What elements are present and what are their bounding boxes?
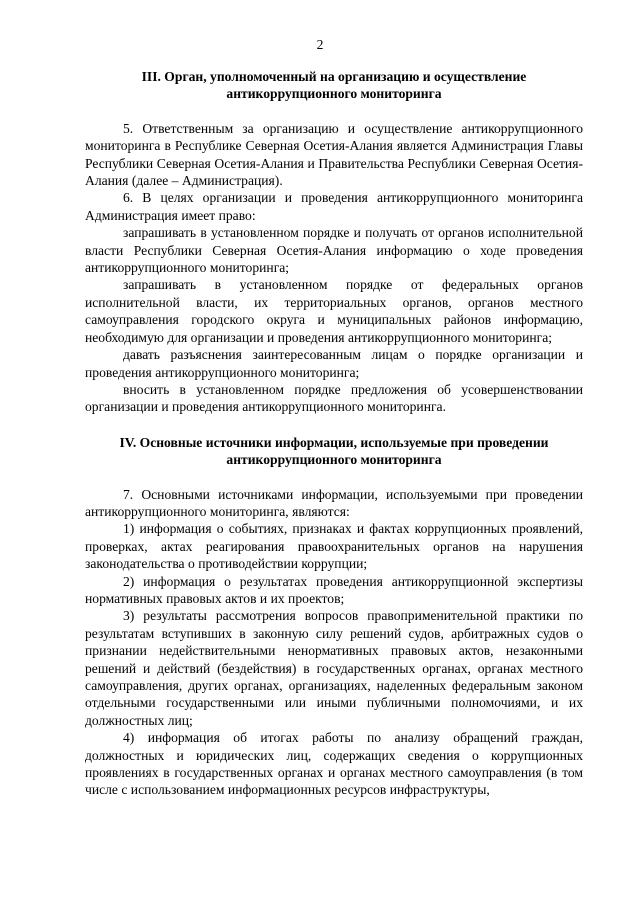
paragraph-7-item-3: 3) результаты рассмотрения вопросов правоприменительной практики по результатам вступивших в законную силу решений судов, арбитражных судов о признании недействительными ненормативных правовых актов, незаконными решений и действий (бездействия) в государственных органах, органах местного самоуправления, других органах, организациях, наделенных федеральным законом отдельными государственными или иными публичными полномочиями, и их должностных лиц; bbox=[85, 608, 583, 728]
section-3-heading-line-2: антикоррупционного мониторинга bbox=[226, 86, 442, 102]
section-4-heading-line-1: IV. Основные источники информации, используемые при проведении bbox=[119, 434, 549, 450]
spacer bbox=[85, 469, 583, 486]
spacer bbox=[85, 103, 583, 120]
section-4-heading bbox=[85, 434, 583, 469]
paragraph-5: 5. Ответственным за организацию и осуществление антикоррупционного мониторинга в Республике Северная Осетия-Алания является Администрация Главы Республики Северная Осетия-Алания и Правительства Республики Северная Осетия-Алания (далее – Администрация). bbox=[85, 120, 583, 189]
paragraph-6: 6. В целях организации и проведения антикоррупционного мониторинга Администрация имеет право: bbox=[85, 190, 583, 223]
paragraph-6-item-3: давать разъяснения заинтересованным лицам о порядке организации и проведения антикоррупционного мониторинга; bbox=[85, 347, 583, 380]
paragraph-6-item-2: запрашивать в установленном порядке от федеральных органов исполнительной власти, их территориальных органов, органов местного самоуправления городского округа и муниципальных районов информацию, необходимую для организации и проведения антикоррупционного мониторинга; bbox=[85, 277, 583, 345]
page-content bbox=[85, 68, 583, 799]
section-4-heading-line-2: антикоррупционного мониторинга bbox=[226, 452, 442, 468]
section-3-body bbox=[85, 120, 583, 416]
paragraph-6-item-4: вносить в установленном порядке предложения об усовершенствовании организации и проведения антикоррупционного мониторинга. bbox=[85, 381, 583, 415]
paragraph-7-item-2: 2) информация о результатах проведения антикоррупционной экспертизы нормативных правовых актов и их проектов; bbox=[85, 573, 583, 606]
section-4-body bbox=[85, 486, 583, 799]
paragraph-7: 7. Основными источниками информации, используемыми при проведении антикоррупционного мониторинга, являются: bbox=[85, 486, 583, 519]
page-number: 2 bbox=[316, 37, 324, 52]
spacer bbox=[85, 416, 583, 434]
paragraph-6-item-1: запрашивать в установленном порядке и получать от органов исполнительной власти Республики Северная Осетия-Алания информацию о ходе проведения антикоррупционного мониторинга; bbox=[85, 225, 583, 276]
section-3-heading bbox=[85, 68, 583, 103]
paragraph-7-item-1: 1) информация о событиях, признаках и фактах коррупционных проявлений, проверках, актах реагирования правоохранительных органов на нарушения законодательства о противодействии коррупции; bbox=[85, 521, 583, 572]
section-3-heading-line-1: III. Орган, уполномоченный на организацию и осуществление bbox=[141, 69, 527, 84]
paragraph-7-item-4: 4) информация об итогах работы по анализу обращений граждан, должностных и юридических лиц, содержащих сведения о коррупционных проявлениях в государственных органах и органах местного самоуправления (в том числе с использованием информационных ресурсов инфраструктуры, bbox=[85, 730, 583, 798]
